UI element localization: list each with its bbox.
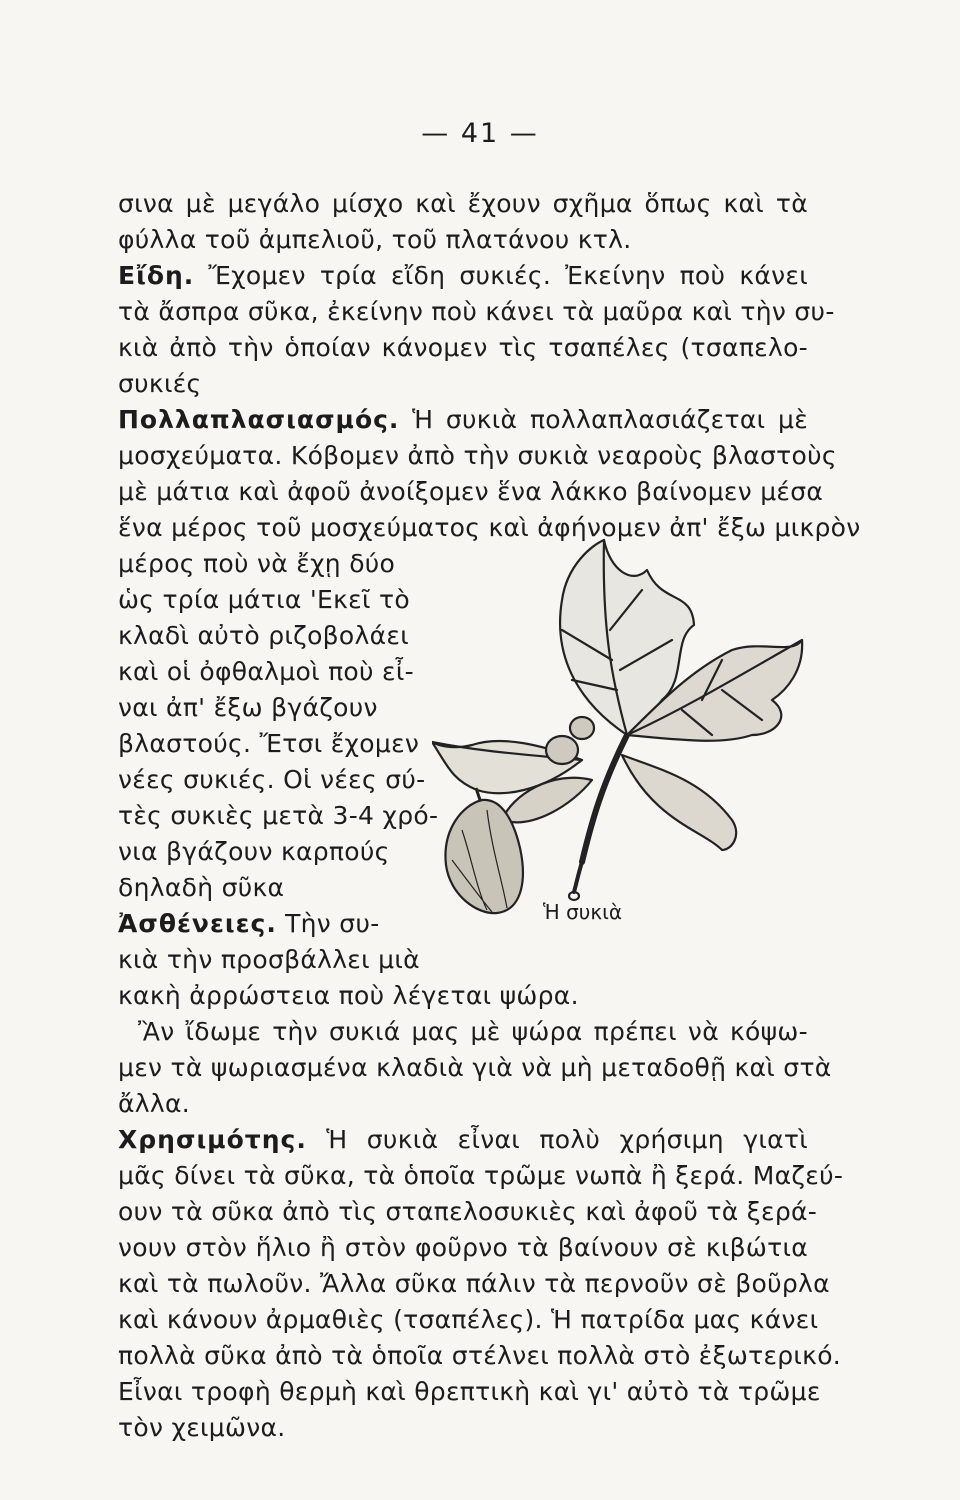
paragraph-xrisimotis xyxy=(118,1122,808,1158)
text-line: νουν στὸν ἥλιο ἢ στὸν φοῦρνο τὰ βαίνουν σὲ κιβώτια xyxy=(118,1233,808,1262)
text-line: ναι ἀπ' ἔξω βγάζουν xyxy=(118,693,378,722)
text-line: κιὰ ἀπὸ τὴν ὁποίαν κάνομεν τὶς τσαπέλες (τσαπελο- xyxy=(118,333,808,362)
page-number: — 41 — xyxy=(421,118,539,149)
text-line: σινα μὲ μεγάλο μίσχο καὶ ἔχουν σχῆμα ὅπως καὶ τὰ xyxy=(118,189,808,218)
text-line: Ἂν ἴδωμε τὴν συκιά μας μὲ ψώρα πρέπει νὰ κόψω- xyxy=(138,1017,808,1046)
text-line: μεν τὰ ψωριασμένα κλαδιὰ γιὰ νὰ μὴ μεταδοθῇ καὶ στὰ xyxy=(118,1053,832,1082)
section-heading-pollaplasiasmos: Πολλαπλασιασμός. xyxy=(118,405,400,434)
paragraph-pollaplasiasmos xyxy=(118,402,808,438)
paragraph-astheneies xyxy=(118,906,380,942)
text-line: νέες συκιές. Οἱ νέες σύ- xyxy=(118,765,426,794)
text-line: μᾶς δίνει τὰ σῦκα, τὰ ὁποῖα τρῶμε νωπὰ ἢ ξερά. Μαζεύ- xyxy=(118,1161,844,1190)
text-line: Εἶναι τροφὴ θερμὴ καὶ θρεπτικὴ καὶ γι' αὐτὸ τὰ τρῶμε xyxy=(118,1377,821,1406)
text-line: ουν τὰ σῦκα ἀπὸ τὶς σταπελοσυκιὲς καὶ ἀφοῦ τὰ ξερά- xyxy=(118,1197,818,1226)
text-line: μέρος ποὺ νὰ ἔχῃ δύο xyxy=(118,549,396,578)
section-heading-astheneies: Ἀσθένειες. xyxy=(118,909,277,938)
text-line: κιὰ τὴν προσβάλλει μιὰ xyxy=(118,945,420,974)
section-heading-xrisimotis: Χρησιμότης. xyxy=(118,1125,307,1154)
text-line: ἕνα μέρος τοῦ μοσχεύματος καὶ ἀφήνομεν ἀπ' ἔξω μικρὸν xyxy=(118,513,861,542)
text-line: συκιές xyxy=(118,369,202,398)
text-line: νια βγάζουν καρπούς xyxy=(118,837,390,866)
text-line: τὲς συκιὲς μετὰ 3-4 χρό- xyxy=(118,801,439,830)
fig-branch-illustration xyxy=(432,530,822,950)
text-line: καὶ κάνουν ἀρμαθιὲς (τσαπέλες). Ἡ πατρίδα μας κάνει xyxy=(118,1305,819,1334)
section-text-eidi: Ἔχομεν τρία εἴδη συκιές. Ἐκείνην ποὺ κάνει xyxy=(208,261,809,290)
text-line: καὶ οἱ ὀφθαλμοὶ ποὺ εἶ- xyxy=(118,657,414,686)
section-text-astheneies: Τὴν συ- xyxy=(285,909,380,938)
section-text-pollaplasiasmos: Ἡ συκιὰ πολλαπλασιάζεται μὲ xyxy=(412,405,809,434)
text-line: τὰ ἄσπρα σῦκα, ἐκείνην ποὺ κάνει τὰ μαῦρα καὶ τὴν συ- xyxy=(118,297,835,326)
text-line: δηλαδὴ σῦκα xyxy=(118,873,285,902)
text-line: τὸν χειμῶνα. xyxy=(118,1413,286,1442)
figure-caption: Ἡ συκιὰ xyxy=(543,900,623,924)
text-line: φύλλα τοῦ ἀμπελιοῦ, τοῦ πλατάνου κτλ. xyxy=(118,225,632,254)
text-line: κλαδὶ αὐτὸ ριζοβολάει xyxy=(118,621,409,650)
text-line: κακὴ ἀρρώστεια ποὺ λέγεται ψώρα. xyxy=(118,981,579,1010)
paragraph-eidi xyxy=(118,258,808,294)
text-line: πολλὰ σῦκα ἀπὸ τὰ ὁποῖα στέλνει πολλὰ στὸ ἐξωτερικό. xyxy=(118,1341,842,1370)
text-line: ἄλλα. xyxy=(118,1089,190,1118)
text-line: βλαστούς. Ἔτσι ἔχομεν xyxy=(118,729,420,758)
text-line: ὡς τρία μάτια 'Εκεῖ τὸ xyxy=(118,585,410,614)
text-line: καὶ τὰ πωλοῦν. Ἄλλα σῦκα πάλιν τὰ περνοῦν σὲ βοῦρλα xyxy=(118,1269,830,1298)
section-text-xrisimotis: Ἡ συκιὰ εἶναι πολὺ χρήσιμη γιατὶ xyxy=(326,1125,809,1154)
text-line: μοσχεύματα. Κόβομεν ἀπὸ τὴν συκιὰ νεαροὺς βλαστοὺς xyxy=(118,441,837,470)
text-line: μὲ μάτια καὶ ἀφοῦ ἀνοίξομεν ἕνα λάκκο βαίνομεν μέσα xyxy=(118,477,824,506)
section-heading-eidi: Εἴδη. xyxy=(118,261,195,290)
